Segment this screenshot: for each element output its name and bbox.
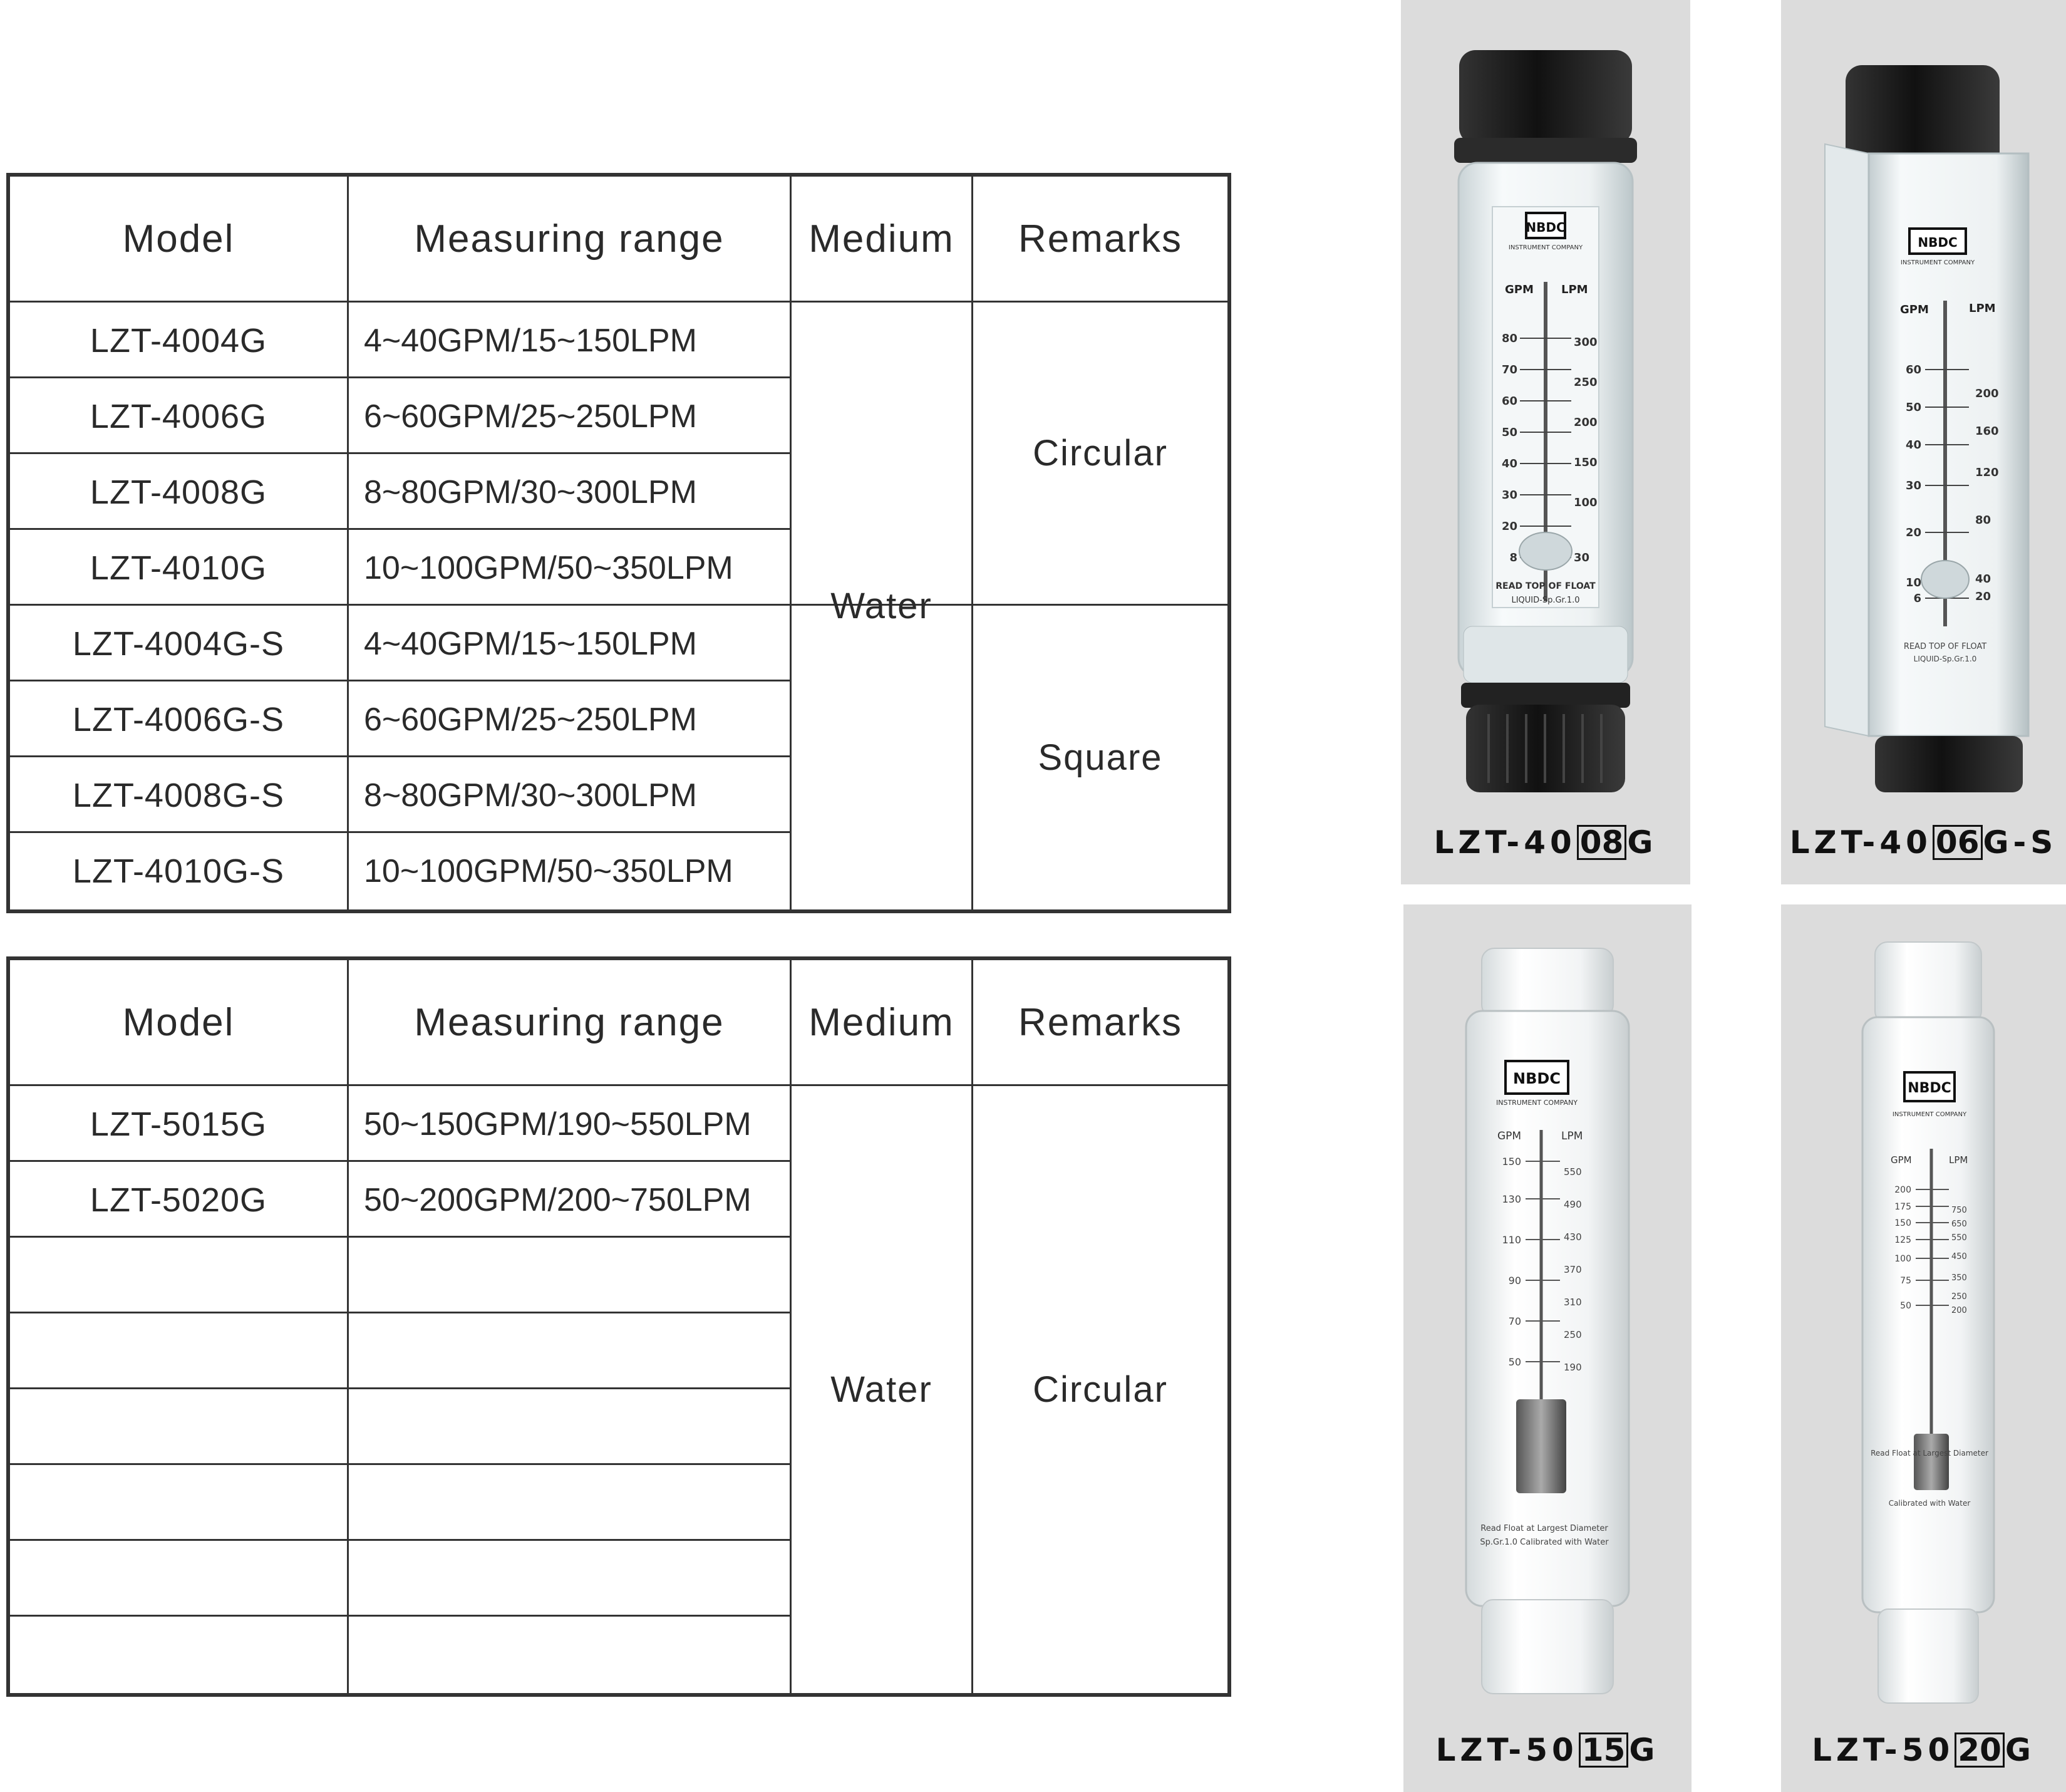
tick-right: 430 (1564, 1231, 1582, 1243)
tick-left: 60 (1501, 395, 1517, 408)
tick-right: 20 (1975, 590, 1991, 603)
photo-brand: NBDC (1513, 1070, 1561, 1087)
photo-note: Read Float at Largest Diameter (1871, 1449, 1988, 1458)
tick-right: 450 (1951, 1252, 1967, 1261)
cell-measuring-range (364, 1238, 796, 1313)
cell-model: LZT-4004G (90, 321, 267, 360)
tick-right: 550 (1564, 1166, 1582, 1178)
cell-measuring-range: 10~100GPM/50~350LPM (364, 852, 733, 889)
tick-right: 310 (1564, 1297, 1582, 1308)
photo-note2: LIQUID-Sp.Gr.1.0 (1511, 596, 1580, 605)
cell-model (10, 1541, 347, 1617)
cell-measuring-range (364, 1313, 796, 1389)
photo-brand-sub: INSTRUMENT COMPANY (1496, 1099, 1578, 1107)
photo-note2: Calibrated with Water (1888, 1499, 1971, 1508)
header-model: Model (122, 1000, 235, 1044)
tick-right: 40 (1975, 572, 1991, 586)
photo-note2: LIQUID-Sp.Gr.1.0 (1913, 655, 1977, 663)
tick-left: 50 (1900, 1301, 1911, 1311)
tick-left: 40 (1905, 438, 1921, 452)
scale-right-label: LPM (1969, 302, 1996, 315)
tick-right: 300 (1574, 336, 1598, 349)
photo-panel-lzt-4006g-s (1781, 0, 2066, 884)
tick-right: 750 (1951, 1206, 1967, 1215)
cell-measuring-range (364, 1389, 796, 1465)
cell-model (10, 1238, 347, 1313)
photo-brand: NBDC (1526, 220, 1566, 235)
tick-right: 250 (1951, 1292, 1967, 1302)
cell-remarks: Circular (1033, 1369, 1168, 1410)
cell-measuring-range: 6~60GPM/25~250LPM (364, 398, 697, 435)
cell-model (10, 1617, 347, 1692)
photo-note: READ TOP OF FLOAT (1903, 642, 1987, 651)
cell-measuring-range (364, 1617, 796, 1692)
tick-left: 100 (1894, 1254, 1911, 1264)
scale-right-label: LPM (1561, 1130, 1583, 1142)
header-medium: Medium (808, 217, 954, 261)
cell-model (10, 1389, 347, 1465)
tick-right: 150 (1574, 456, 1598, 469)
cell-model (10, 1313, 347, 1389)
header-model: Model (122, 217, 235, 261)
cell-measuring-range: 8~80GPM/30~300LPM (364, 777, 697, 814)
tick-right: 490 (1564, 1199, 1582, 1210)
photo-note: READ TOP OF FLOAT (1495, 581, 1596, 591)
tick-left: 30 (1905, 479, 1921, 492)
photo-caption: LZT-40 06 G-S (1789, 824, 2058, 861)
tick-right: 120 (1975, 466, 1999, 479)
flowmeter-photo-icon (1403, 904, 1692, 1792)
header-remarks: Remarks (1018, 217, 1183, 261)
tick-left: 80 (1501, 332, 1517, 345)
photo-note2: Sp.Gr.1.0 Calibrated with Water (1480, 1538, 1609, 1547)
tick-left: 20 (1501, 520, 1517, 533)
tick-left: 70 (1508, 1315, 1521, 1327)
photo-brand-sub: INSTRUMENT COMPANY (1900, 259, 1975, 266)
photo-panel-lzt-4008g (1401, 0, 1690, 884)
tick-left: 50 (1508, 1356, 1521, 1368)
tick-left: 10 (1905, 576, 1921, 589)
cell-measuring-range: 50~150GPM/190~550LPM (364, 1106, 752, 1142)
photo-brand: NBDC (1918, 235, 1958, 250)
tick-right: 80 (1975, 514, 1991, 527)
tick-left: 90 (1508, 1275, 1521, 1287)
tick-left: 40 (1501, 457, 1517, 470)
tick-right: 200 (1975, 387, 1999, 400)
flowmeter-photo-icon (1781, 904, 2066, 1792)
header-measuring-range: Measuring range (414, 217, 725, 261)
photo-caption: LZT-50 20 G (1812, 1732, 2035, 1768)
cell-model: LZT-4008G-S (72, 776, 285, 814)
tick-left: 8 (1509, 551, 1517, 564)
cell-measuring-range: 6~60GPM/25~250LPM (364, 701, 697, 738)
photo-brand-sub: INSTRUMENT COMPANY (1508, 244, 1583, 251)
photo-note: Read Float at Largest Diameter (1480, 1524, 1608, 1533)
scale-right-label: LPM (1949, 1154, 1968, 1166)
header-measuring-range: Measuring range (414, 1000, 725, 1044)
tick-left: 125 (1894, 1235, 1911, 1245)
tick-left: 50 (1501, 426, 1517, 439)
cell-model: LZT-4010G-S (72, 852, 285, 890)
tick-left: 200 (1894, 1185, 1911, 1195)
cell-measuring-range: 4~40GPM/15~150LPM (364, 322, 697, 359)
scale-left-label: GPM (1891, 1154, 1912, 1166)
scale-left-label: GPM (1497, 1130, 1522, 1142)
tick-right: 190 (1564, 1362, 1582, 1373)
tick-right: 650 (1951, 1220, 1967, 1229)
cell-model (10, 1465, 347, 1541)
header-medium: Medium (808, 1000, 954, 1044)
tick-right: 550 (1951, 1233, 1967, 1243)
tick-right: 200 (1951, 1306, 1967, 1315)
spec-table-4000-series (6, 173, 1231, 913)
tick-left: 50 (1905, 401, 1921, 414)
tick-left: 110 (1502, 1234, 1521, 1246)
cell-measuring-range: 4~40GPM/15~150LPM (364, 625, 697, 662)
tick-right: 200 (1574, 416, 1598, 429)
tick-left: 6 (1913, 592, 1921, 605)
cell-measuring-range: 50~200GPM/200~750LPM (364, 1181, 752, 1218)
cell-model: LZT-5020G (90, 1181, 267, 1219)
photo-brand: NBDC (1908, 1080, 1951, 1096)
header-remarks: Remarks (1018, 1000, 1183, 1044)
tick-left: 150 (1894, 1218, 1911, 1228)
scale-left-label: GPM (1505, 283, 1534, 296)
photo-caption: LZT-40 08 G (1433, 824, 1658, 861)
tick-right: 250 (1564, 1329, 1582, 1340)
tick-left: 150 (1502, 1156, 1521, 1168)
cell-measuring-range (364, 1541, 796, 1617)
tick-right: 370 (1564, 1264, 1582, 1275)
tick-right: 30 (1574, 551, 1590, 564)
cell-medium: Water (830, 1369, 932, 1410)
cell-model: LZT-5015G (90, 1105, 267, 1143)
tick-right: 350 (1951, 1273, 1967, 1283)
tick-left: 130 (1502, 1193, 1521, 1205)
photo-caption: LZT-50 15 G (1435, 1732, 1660, 1768)
tick-left: 175 (1894, 1202, 1911, 1212)
scale-right-label: LPM (1561, 283, 1588, 296)
tick-left: 75 (1900, 1276, 1911, 1286)
cell-remarks-square: Square (1038, 737, 1163, 778)
tick-left: 60 (1905, 363, 1921, 376)
cell-measuring-range (364, 1465, 796, 1541)
cell-model: LZT-4006G-S (72, 700, 285, 738)
flowmeter-photo-icon (1781, 0, 2066, 884)
spec-table-5000-series (6, 956, 1231, 1697)
tick-right: 250 (1574, 376, 1598, 389)
cell-remarks-circular: Circular (1033, 433, 1168, 474)
tick-right: 100 (1574, 496, 1598, 509)
photo-panel-lzt-5015g (1403, 904, 1692, 1792)
cell-model: LZT-4008G (90, 473, 267, 511)
cell-measuring-range: 10~100GPM/50~350LPM (364, 549, 733, 586)
cell-model: LZT-4010G (90, 549, 267, 587)
cell-model: LZT-4006G (90, 397, 267, 435)
cell-medium: Water (830, 585, 932, 626)
tick-left: 30 (1501, 489, 1517, 502)
tick-left: 20 (1905, 526, 1921, 539)
photo-panel-lzt-5020g (1781, 904, 2066, 1792)
flowmeter-photo-icon (1401, 0, 1690, 884)
cell-model: LZT-4004G-S (72, 624, 285, 663)
tick-right: 160 (1975, 425, 1999, 438)
tick-left: 70 (1501, 363, 1517, 376)
scale-left-label: GPM (1900, 303, 1929, 316)
cell-measuring-range: 8~80GPM/30~300LPM (364, 474, 697, 510)
photo-brand-sub: INSTRUMENT COMPANY (1892, 1111, 1967, 1118)
